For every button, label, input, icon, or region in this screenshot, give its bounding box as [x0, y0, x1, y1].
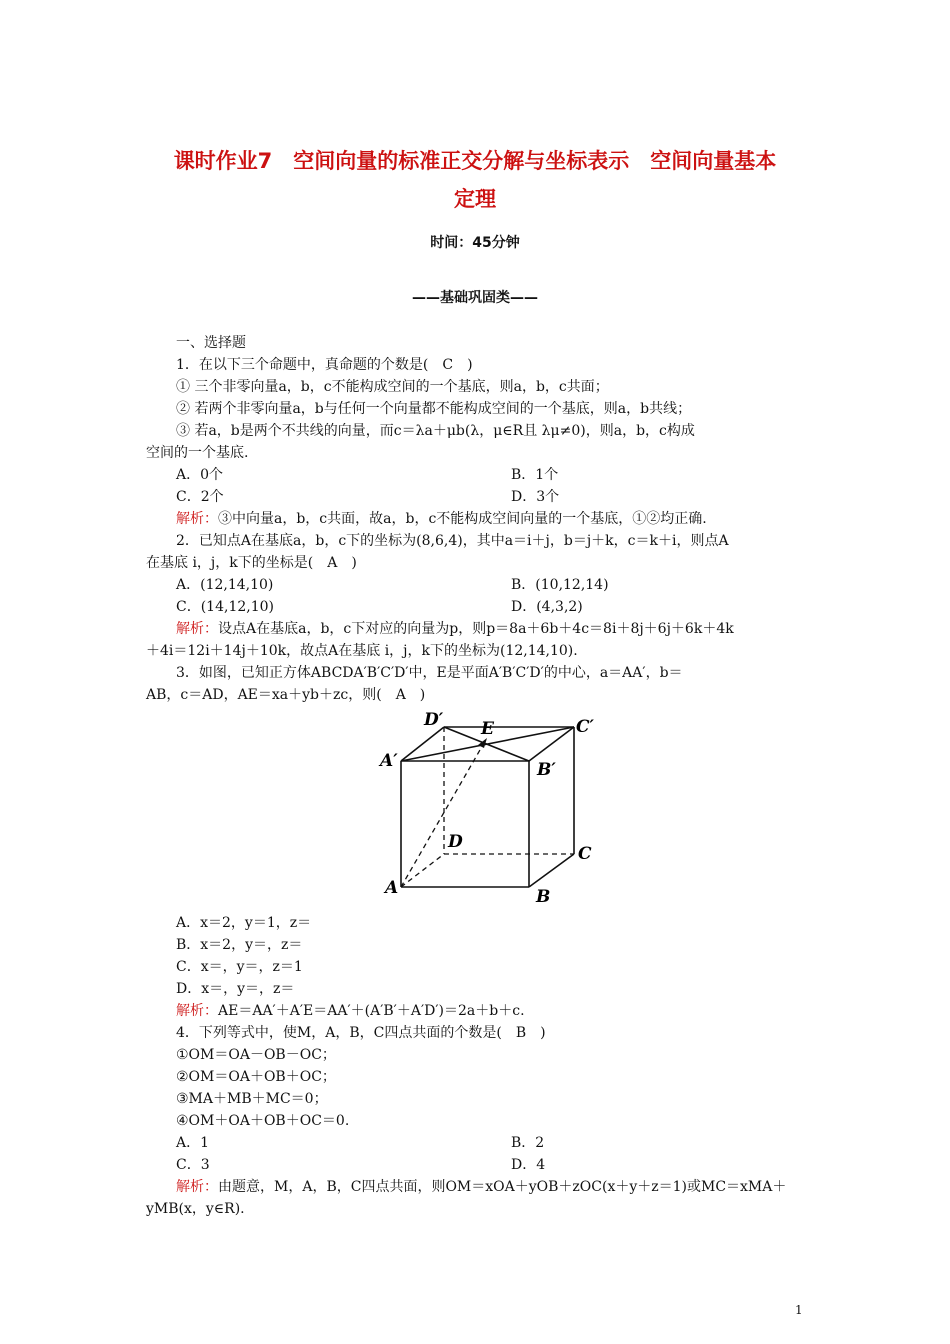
- q4-solution-cont: yMB(x，y∈R).: [146, 1201, 245, 1217]
- vertex-label-e: E: [481, 719, 494, 739]
- title-line-1: 课时作业7 空间向量的标准正交分解与坐标表示 空间向量基本: [173, 149, 777, 173]
- question-1-statement-1: ① 三个非零向量a，b，c不能构成空间的一个基底，则a，b，c共面；: [176, 379, 609, 395]
- q4-equation-3: ③MA＋MB＋MC＝0；: [176, 1091, 328, 1107]
- vertex-label-d1: D′: [424, 710, 444, 730]
- q4-equation-1: ①OM＝OA－OB－OC；: [176, 1047, 336, 1063]
- q4-option-d: D．4: [511, 1157, 546, 1173]
- solution-text: AE＝AA′＋A′E＝AA′＋(A′B′＋A′D′)＝2a＋b＋c.: [218, 1003, 525, 1019]
- q1-option-b: B．1个: [511, 467, 559, 483]
- q2-option-c: C．(14,12,10): [176, 599, 274, 615]
- q2-option-a: A．(12,14,10): [176, 577, 274, 593]
- q1-solution: [176, 509, 707, 529]
- question-3-cont: AB，c＝AD，AE＝xa＋yb＋zc，则( A ): [146, 687, 426, 703]
- q3-option-b: B．x＝2，y＝，z＝: [176, 937, 303, 953]
- q4-solution: [176, 1177, 786, 1197]
- solution-label: 解析：: [176, 1179, 218, 1195]
- time-limit: 时间：45分钟: [430, 235, 520, 251]
- solution-label: 解析：: [176, 1003, 218, 1019]
- question-2-cont: 在基底 i，j，k下的坐标是( A ): [146, 555, 357, 571]
- section-heading: ——基础巩固类——: [412, 290, 538, 306]
- page-number: 1: [795, 1303, 803, 1317]
- question-1: 1．在以下三个命题中，真命题的个数是( C ): [176, 357, 473, 373]
- solution-label: 解析：: [176, 621, 218, 637]
- q3-option-c: C．x＝，y＝，z＝1: [176, 959, 303, 975]
- q4-option-a: A．1: [176, 1135, 210, 1151]
- solution-text: 设点A在基底a，b，c下对应的向量为p，则p＝8a＋6b＋4c＝8i＋8j＋6j＋6k＋4k: [218, 621, 734, 637]
- vertex-label-b: B: [536, 887, 551, 907]
- q2-option-b: B．(10,12,14): [511, 577, 609, 593]
- vertex-label-b1: B′: [537, 760, 556, 780]
- page-title: [140, 142, 810, 218]
- q4-option-c: C．3: [176, 1157, 210, 1173]
- q2-solution: [176, 619, 734, 639]
- question-2: 2．已知点A在基底a，b，c下的坐标为(8,6,4)，其中a＝i＋j，b＝j＋k，c＝k＋i，则点A: [176, 533, 729, 549]
- question-1-statement-2: ② 若两个非零向量a，b与任何一个向量都不能构成空间的一个基底，则a，b共线；: [176, 401, 692, 417]
- solution-text: 由题意，M，A，B，C四点共面，则OM＝xOA＋yOB＋zOC(x＋y＋z＝1)或MC＝xMA＋: [218, 1179, 787, 1195]
- solution-label: 解析：: [176, 511, 218, 527]
- vertex-label-a1: A′: [380, 751, 398, 771]
- q3-option-a: A．x＝2，y＝1，z＝: [176, 915, 312, 931]
- title-line-2: 定理: [454, 187, 496, 211]
- vertex-label-c1: C′: [576, 717, 595, 737]
- q2-solution-cont: ＋4i＝12i＋14j＋10k，故点A在基底 i，j，k下的坐标为(12,14,10).: [146, 643, 578, 659]
- section-choice-heading: 一、选择题: [176, 335, 246, 351]
- solution-text: ③中向量a，b，c共面，故a，b，c不能构成空间向量的一个基底，①②均正确.: [218, 511, 707, 527]
- q3-option-d: D．x＝，y＝，z＝: [176, 981, 295, 997]
- vertex-label-d: D: [448, 832, 463, 852]
- q2-option-d: D．(4,3,2): [511, 599, 583, 615]
- q4-equation-2: ②OM＝OA＋OB＋OC；: [176, 1069, 336, 1085]
- cube-figure: [376, 709, 606, 909]
- q4-option-b: B．2: [511, 1135, 545, 1151]
- question-4: 4．下列等式中，使M，A，B，C四点共面的个数是( B ): [176, 1025, 546, 1041]
- q1-option-d: D．3个: [511, 489, 560, 505]
- q1-option-a: A．0个: [176, 467, 224, 483]
- question-1-statement-3: ③ 若a，b是两个不共线的向量，而c＝λa＋μb(λ，μ∈R且 λμ≠0)，则a，b，c构成: [176, 423, 695, 439]
- vertex-label-c: C: [578, 844, 592, 864]
- vertex-label-a: A: [385, 878, 399, 898]
- q1-option-c: C．2个: [176, 489, 224, 505]
- question-1-statement-3-cont: 空间的一个基底.: [146, 445, 249, 461]
- q3-solution: [176, 1001, 525, 1021]
- q4-equation-4: ④OM＋OA＋OB＋OC＝0.: [176, 1113, 350, 1129]
- question-3: 3．如图，已知正方体ABCDA′B′C′D′中，E是平面A′B′C′D′的中心，a＝AA′，b＝: [176, 665, 683, 681]
